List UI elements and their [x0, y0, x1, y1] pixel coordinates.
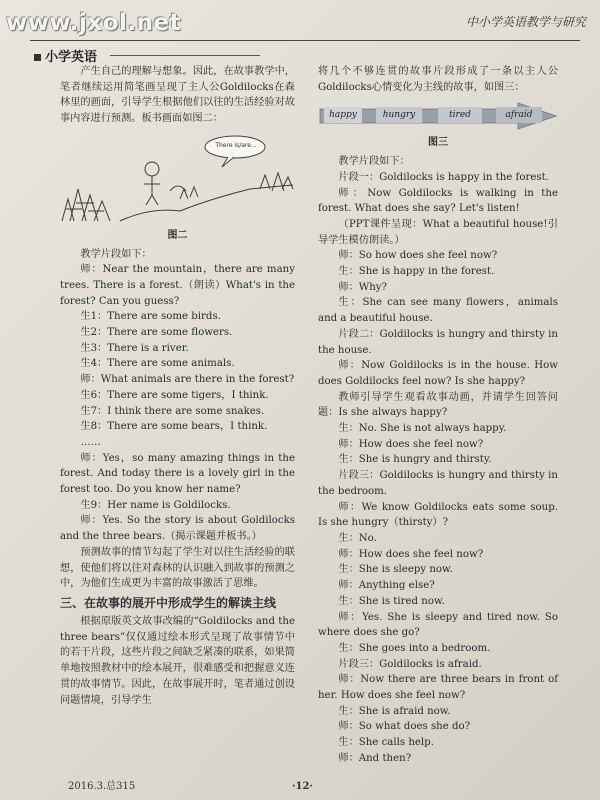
dialogue-line: 生8：There are some bears，I think.	[80, 421, 268, 433]
dialogue-line: 师：What animals are there in the forest?	[80, 374, 295, 386]
section-heading: 三、在故事的展开中形成学生的解读主线	[60, 595, 277, 610]
dialogue-line: 生7：I think there are some snakes.	[80, 405, 265, 417]
right-column	[318, 64, 558, 767]
right-intro-paragraph: 将几个不够连贯的故事片段形成了一条以主人公Goldilocks心情变化为主线的故事，如图三：	[318, 66, 558, 93]
dialogue-line: 师：How does she feel now?	[338, 548, 484, 560]
dialogue-line: 师：Why?	[338, 281, 388, 293]
dialogue-line: 生：She is afraid now.	[338, 705, 451, 717]
left-column	[60, 64, 295, 708]
dialogue-line: 师：Yes，so many amazing things in the forest. And today there is a lovely girl in the forest too. Do you know her name?	[60, 452, 295, 496]
dialogue-line: 师：Now Goldilocks is walking in the forest. What does she say? Let's listen!	[318, 187, 558, 215]
dialogue-line: 师：Now there are three bears in front of her. How does she feel now?	[318, 674, 558, 702]
section-tag: 小学英语	[34, 46, 97, 65]
dialogue-line: ……	[80, 436, 101, 448]
journal-title: 中小学英语教学与研究	[465, 15, 586, 29]
dialogue-line: 片段三：Goldilocks is hungry and thirsty in the bedroom.	[318, 470, 558, 497]
mood-chip-afraid: afraid	[496, 107, 542, 123]
dialogue-line: 师：So what does she do?	[338, 721, 471, 733]
dialogue-line: 师：Anything else?	[338, 580, 435, 592]
dialogue-line: 生：She can see many flowers，animals and a beautiful house.	[318, 297, 558, 325]
dialogue-line: 生：No. She is not always happy.	[338, 423, 507, 435]
dialogue-line: 生：No.	[338, 532, 377, 544]
dialogue-line: 生2：There are some flowers.	[80, 327, 233, 339]
dialogue-line: 生：She is tired now.	[338, 595, 445, 607]
section-rule	[110, 55, 260, 56]
left-closing-paragraph: 根据原版英文故事改编的“Goldilocks and the three bears”仅仅通过绘本形式呈现了故事情节中的若干片段，这些片段之间缺乏紧凑的联系，如果简单地按照教材中的绘本展开，很难感受和把握意义连贯的故事情节。因此，在故事展开时，笔者通过创设问题情境，引导学生	[60, 615, 295, 706]
dialogue-line: 生：She is happy in the forest.	[338, 266, 495, 278]
dialogue-line: 师：How does she feel now?	[338, 438, 484, 450]
left-excerpt-label: 教学片段如下：	[80, 248, 152, 260]
dialogue-line: 师：We know Goldilocks eats some soup. Is she hungry（thirsty）?	[318, 501, 558, 529]
mood-chip-hungry: hungry	[376, 107, 422, 123]
dialogue-line: 教师引导学生观看故事动画，并请学生回答问题：Is she always happy?	[318, 391, 558, 419]
mood-chip-tired: tired	[438, 107, 482, 123]
dialogue-line: 生：She goes into a bedroom.	[338, 642, 491, 654]
dialogue-line: 师：Yes. So the story is about Goldilocks and the three bears.（揭示课题并板书。）	[60, 515, 295, 543]
figure-2-caption: 图二	[167, 229, 188, 241]
page-number: ·12·	[292, 781, 313, 792]
dialogue-line: 片段三：Goldilocks is afraid.	[338, 658, 482, 670]
dialogue-line: 生3：There is a river.	[80, 342, 189, 354]
left-dialogue	[60, 262, 295, 545]
dialogue-line: 师：Now Goldilocks is in the house. How does Goldilocks feel now? Is she happy?	[318, 360, 558, 387]
dialogue-line: 生：She is hungry and thirsty.	[338, 454, 492, 466]
site-watermark: www.jxol.net	[6, 10, 182, 36]
dialogue-line: 片段二：Goldilocks is hungry and thirsty in the house.	[318, 328, 558, 356]
dialogue-line: 生9：Her name is Goldilocks.	[80, 499, 231, 511]
dialogue-line: 师：So how does she feel now?	[338, 250, 498, 262]
dialogue-line: （PPT课件呈现：What a beautiful house!引导学生模仿朗读。）	[318, 218, 558, 246]
figure-3-mood-strip	[318, 101, 558, 131]
figure-2-sketch	[60, 129, 295, 225]
header-rule	[30, 40, 580, 41]
left-summary-paragraph: 预测故事的情节勾起了学生对以往生活经验的联想，使他们将以往对森林的认识融入到故事的预测之中，为他们生成更为丰富的故事激活了思维。	[60, 546, 295, 590]
issue-number: 2016.3.总315	[68, 781, 136, 792]
left-intro-paragraph: 产生自己的理解与想象。因此，在故事教学中，笔者继续运用简笔画呈现了主人公Goldilocks在森林里的画面，引导学生根据他们以往的生活经验对故事内容进行预测。板书画面如图二：	[60, 66, 295, 125]
dialogue-line: 生1：There are some birds.	[80, 311, 221, 323]
dialogue-line: 生6：There are some tigers，I think.	[80, 389, 269, 401]
dialogue-line: 生：She is sleepy now.	[338, 564, 453, 576]
speech-bubble-text: There is/are...	[215, 141, 257, 149]
mood-chip-happy: happy	[324, 107, 362, 123]
right-excerpt-label: 教学片段如下：	[338, 156, 410, 168]
dialogue-line: 生：She calls help.	[338, 737, 434, 749]
figure-3-caption: 图三	[428, 137, 448, 149]
right-dialogue	[318, 170, 558, 767]
dialogue-line: 师：Yes. She is sleepy and tired now. So where does she go?	[318, 611, 558, 639]
dialogue-line: 生4：There are some animals.	[80, 358, 235, 370]
dialogue-line: 师：Near the mountain，there are many trees. There is a forest.（朗读）What's in the forest? Can you guess?	[60, 264, 295, 307]
dialogue-line: 片段一：Goldilocks is happy in the forest.	[338, 171, 549, 183]
dialogue-line: 师：And then?	[338, 752, 412, 764]
